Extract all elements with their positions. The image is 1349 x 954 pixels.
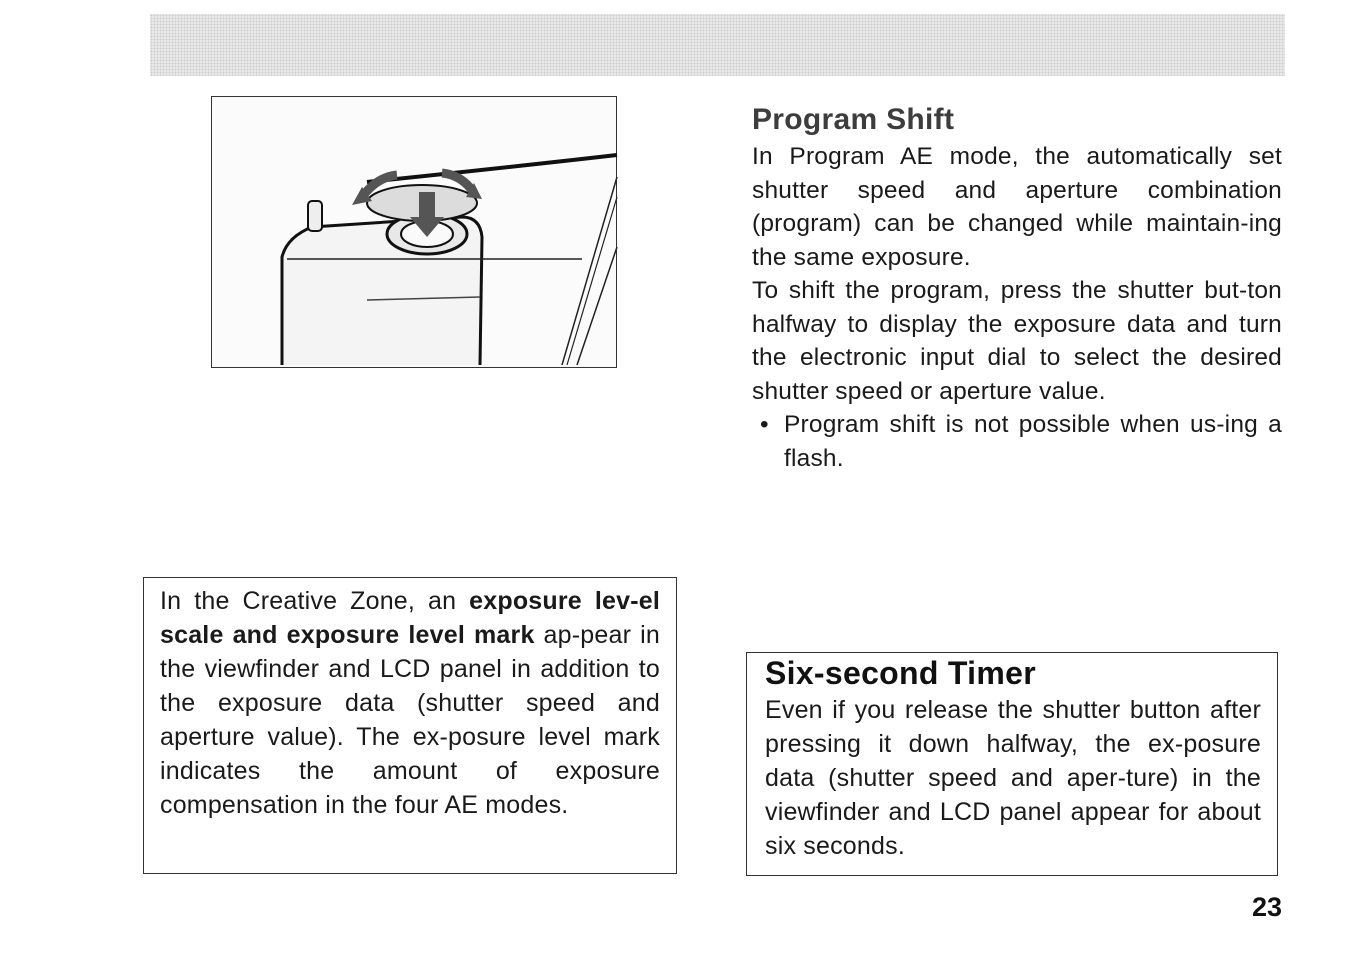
timer-text: Even if you release the shutter button after pressing it down halfway, the ex-posure data (shutter speed and aper-ture) in the viewfinder and LCD panel appear for about six seconds. [765,696,1261,860]
exposure-text-before: In the Creative Zone, an [160,587,470,615]
timer-title: Six-second Timer [765,655,1036,691]
program-shift-paragraph-2: To shift the program, press the shutter but-ton halfway to display the exposure data and turn the electronic input dial to select the desired shutter speed or aperture value. [752,277,1282,405]
exposure-text-after: ap-pear in the viewfinder and LCD panel in addition to the exposure data (shutter speed and aperture value). The ex-posure level mark indicates the amount of exposure compensation in the four AE modes. [160,621,660,819]
program-shift-section [752,100,1282,475]
bullet-icon: • [760,411,769,438]
program-shift-paragraph-1: In Program AE mode, the automatically set shutter speed and aperture combination (program) can be changed while maintain-ing the same exposure. [752,143,1282,271]
program-shift-note-text: Program shift is not possible when us-ing a flash. [784,411,1282,472]
program-shift-note [760,408,1282,475]
camera-illustration-svg [212,97,618,369]
exposure-level-box [143,577,677,874]
exposure-level-text [160,584,660,822]
exposure-text-bold: exposure lev-el scale and exposure level mark [160,587,660,649]
header-band [150,14,1285,76]
page-number: 23 [1252,892,1283,922]
camera-dial-illustration [211,96,617,368]
program-shift-title: Program Shift [752,103,955,136]
six-second-timer-box [746,652,1278,876]
